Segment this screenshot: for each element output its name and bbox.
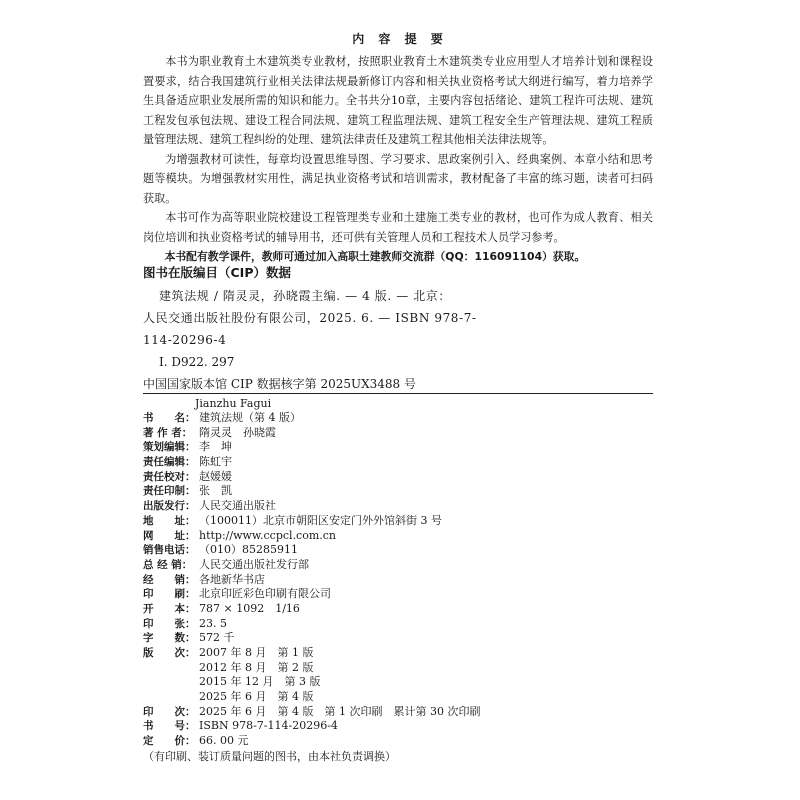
colophon-label: 定 价： [143,735,196,748]
colophon-value: 李 坤 [199,440,232,454]
summary-paragraph: 为增强教材可读性，每章均设置思维导图、学习要求、思政案例引入、经典案例、本章小结和思考题等模块。为增强教材实用性，满足执业资格考试和培训需求，教材配备了丰富的练习题，读者可扫码获取。 [143,152,653,205]
colophon-value: 23. 5 [199,616,227,630]
colophon-label: 策划编辑： [143,441,196,454]
colophon-label: 地 址： [143,514,196,527]
colophon-label: 印 刷： [143,588,196,601]
colophon-label: 印 次： [143,705,196,718]
colophon-row [143,631,663,646]
colophon-row [143,661,663,676]
colophon-value: 赵媛媛 [199,469,232,483]
colophon-row [143,719,663,734]
colophon-row [143,558,663,573]
cip-classification: Ⅰ. D922. 297 [159,355,235,369]
romanized-title: Jianzhu Fagui [195,397,272,410]
colophon-label: 责任校对： [143,470,196,483]
colophon-label: 责任编辑： [143,456,196,469]
cip-title: 图书在版编目（CIP）数据 [143,265,291,280]
colophon-row [143,514,663,529]
colophon-row [143,646,663,661]
summary-paragraph: 本书为职业教育土木建筑类专业教材，按照职业教育土木建筑类专业应用型人才培养计划和课程设置要求，结合我国建筑行业相关法律法规最新修订内容和相关执业资格考试大纲进行编写，着力培养学生具备适应职业发展所需的知识和能力。全书共分10章，主要内容包括绪论、建筑工程许可法规、建筑工程发包承包法规、建设工程合同法规、建筑工程监理法规、建筑工程安全生产管理法规、建筑工程质量管理法规、建筑工程纠纷的处理、建筑法律责任及建筑工程其他相关法律法规等。 [143,55,653,146]
colophon-label: 字 数： [143,632,196,645]
colophon-value: ISBN 978-7-114-20296-4 [199,719,338,733]
colophon-row [143,705,663,720]
colophon-row [143,484,663,499]
summary-title: 内 容 提 要 [352,32,448,46]
colophon-value: （010）85285911 [199,543,298,557]
colophon-value: 2025 年 6 月 第 4 版 [199,690,314,704]
cip-line: 人民交通出版社股份有限公司，2025. 6. — ISBN 978-7- [143,311,477,325]
colophon-row [143,499,663,514]
colophon-row [143,470,663,485]
colophon-row [143,426,663,441]
colophon-value: 人民交通出版社发行部 [199,557,309,571]
quality-note: （有印刷、装订质量问题的图书，由本社负责调换） [143,749,396,763]
colophon-row [143,617,663,632]
colophon-value: 人民交通出版社 [199,499,276,513]
colophon-row [143,734,663,749]
colophon-value: 北京印匠彩色印刷有限公司 [199,587,331,601]
colophon-value: 2015 年 12 月 第 3 版 [199,675,321,689]
colophon-section [143,397,663,764]
colophon-row [143,675,663,690]
colophon-value: （100011）北京市朝阳区安定门外外馆斜街 3 号 [199,513,442,527]
colophon-label: 版 次： [143,647,196,659]
colophon-row [143,543,663,558]
colophon-row [143,690,663,705]
colophon-value: 陈虹宇 [199,455,232,469]
colophon-label: 网 址： [143,529,196,542]
section-divider [143,393,653,394]
colophon-row [143,455,663,470]
colophon-label: 经 销： [143,573,196,586]
colophon-label: 总 经 销： [143,558,193,571]
colophon-value: 2012 年 8 月 第 2 版 [199,660,314,674]
colophon-row [143,529,663,544]
summary-section [143,52,653,267]
colophon-value: 2025 年 6 月 第 4 版 第 1 次印刷 累计第 30 次印刷 [199,704,481,718]
colophon-row [143,440,663,455]
cip-line: 建筑法规 / 隋灵灵，孙晓霞主编. — 4 版. — 北京： [159,289,452,303]
colophon-label: 出版发行： [143,500,196,513]
colophon-rows [143,411,663,749]
colophon-label: 销售电话： [143,544,196,557]
colophon-value: 66. 00 元 [199,734,249,748]
colophon-value: 各地新华书店 [199,572,265,586]
courseware-note: 本书配有教学课件，教师可通过加入高职土建教师交流群（QQ：116091104）获取。 [164,250,586,263]
colophon-value: http://www.ccpcl.com.cn [199,528,337,542]
summary-paragraph: 本书可作为高等职业院校建设工程管理类专业和土建施工类专业的教材，也可作为成人教育、相关岗位培训和执业资格考试的辅导用书，还可供有关管理人员和工程技术人员学习参考。 [143,211,653,244]
colophon-value: 787 × 1092 1/16 [199,601,300,615]
colophon-row [143,411,663,426]
colophon-value: 建筑法规（第 4 版） [199,411,301,424]
colophon-row [143,602,663,617]
colophon-row [143,587,663,602]
colophon-value: 2007 年 8 月 第 1 版 [199,646,314,659]
colophon-label: 书 号： [143,720,196,733]
colophon-label: 开 本： [143,602,196,615]
colophon-value: 隋灵灵 孙晓霞 [199,425,276,439]
colophon-value: 572 千 [199,631,235,645]
colophon-value: 张 凯 [199,484,232,498]
cip-section [143,263,563,395]
colophon-label: 责任印制： [143,485,196,498]
colophon-label: 著 作 者： [143,426,193,439]
colophon-label: 书 名： [143,412,196,424]
cip-line: 114-20296-4 [143,333,227,347]
cip-record: 中国国家版本馆 CIP 数据核字第 2025UX3488 号 [143,377,416,391]
colophon-label: 印 张： [143,617,196,630]
colophon-row [143,573,663,588]
